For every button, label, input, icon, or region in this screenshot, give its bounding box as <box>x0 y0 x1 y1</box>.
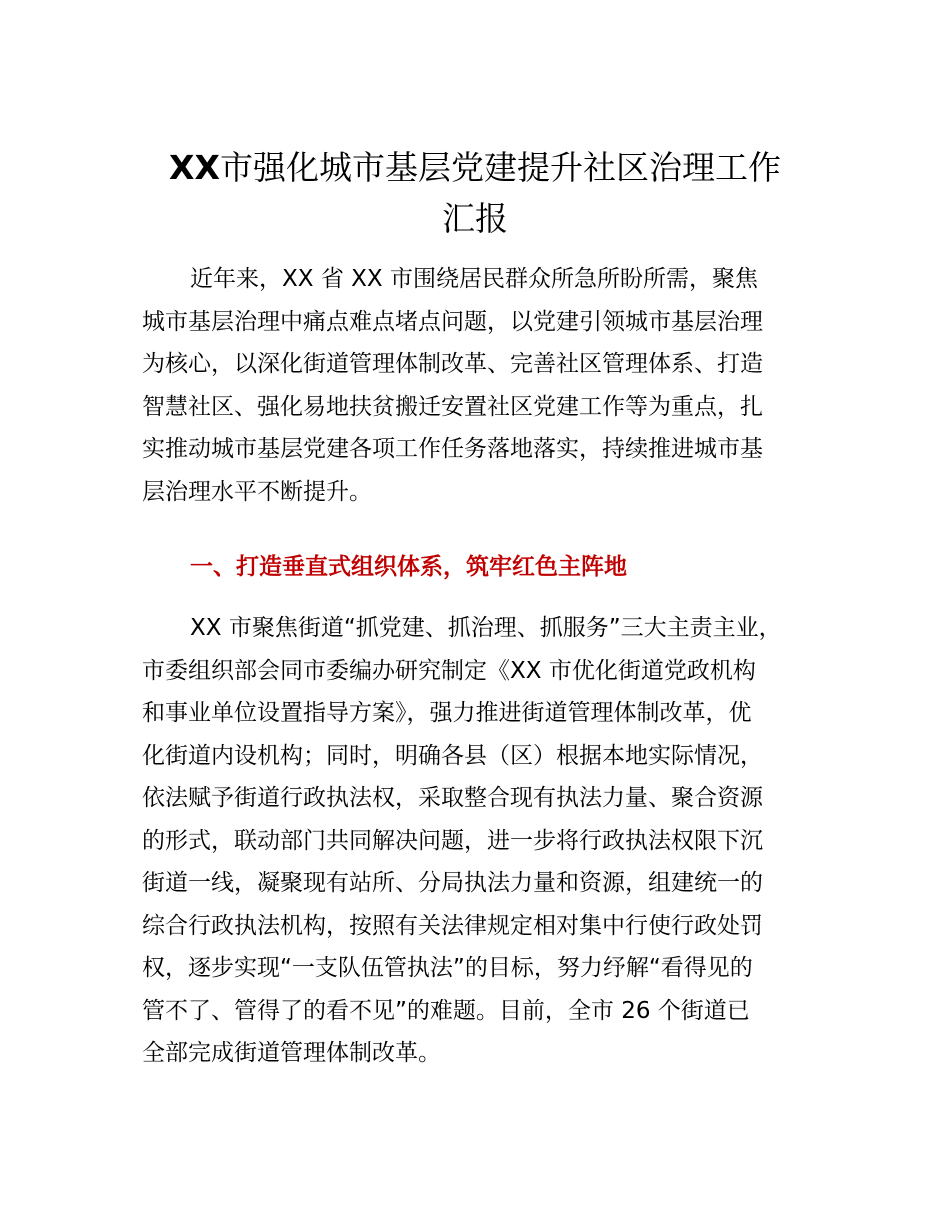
paragraph-line: 综合行政执法机构，按照有关法律规定相对集中行使行政处罚 <box>142 912 763 939</box>
paragraph-line: 近年来，XX 省 XX 市围绕居民群众所急所盼所需，聚焦 <box>190 266 758 292</box>
section-1-paragraph <box>142 607 822 1075</box>
paragraph-line: 权，逐步实现“一支队伍管执法”的目标，努力纾解“看得见的 <box>142 955 753 981</box>
paragraph-line: 为核心，以深化街道管理体制改革、完善社区管理体系、打造 <box>142 351 763 377</box>
paragraph-line: 全部完成街道管理体制改革。 <box>142 1040 441 1066</box>
paragraph-line: 和事业单位设置指导方案》，强力推进街道管理体制改革，优 <box>142 700 752 726</box>
paragraph-line: 实推动城市基层党建各项工作任务落地落实，持续推进城市基 <box>142 436 763 462</box>
paragraph-line: XX 市聚焦街道“抓党建、抓治理、抓服务”三大主责主业， <box>190 615 782 641</box>
section-1-heading: 一、打造垂直式组织体系，筑牢红色主阵地 <box>190 554 627 580</box>
paragraph-line: 城市基层治理中痛点难点堵点问题，以党建引领城市基层治理 <box>142 308 763 335</box>
paragraph-line: 化街道内设机构；同时，明确各县（区）根据本地实际情况， <box>142 742 763 769</box>
intro-paragraph <box>142 258 822 513</box>
title-line1-rest: 市强化城市基层党建提升社区治理工作 <box>219 148 781 187</box>
title-prefix: XX <box>169 148 220 187</box>
paragraph-line: 层治理水平不断提升。 <box>142 478 372 505</box>
paragraph-line: 街道一线，凝聚现有站所、分局执法力量和资源，组建统一的 <box>142 870 763 896</box>
paragraph-line: 智慧社区、强化易地扶贫搬迁安置社区党建工作等为重点，扎 <box>142 393 763 420</box>
paragraph-line: 市委组织部会同市委编办研究制定《XX 市优化街道党政机构 <box>142 657 756 684</box>
document-title-line-1 <box>140 143 810 193</box>
paragraph-line: 的形式，联动部门共同解决问题，进一步将行政执法权限下沉 <box>142 827 763 854</box>
document-title-line-2: 汇报 <box>442 199 508 238</box>
paragraph-line: 依法赋予街道行政执法权，采取整合现有执法力量、聚合资源 <box>142 785 763 811</box>
paragraph-line: 管不了、管得了的看不见”的难题。目前，全市 26 个街道已 <box>142 997 750 1024</box>
